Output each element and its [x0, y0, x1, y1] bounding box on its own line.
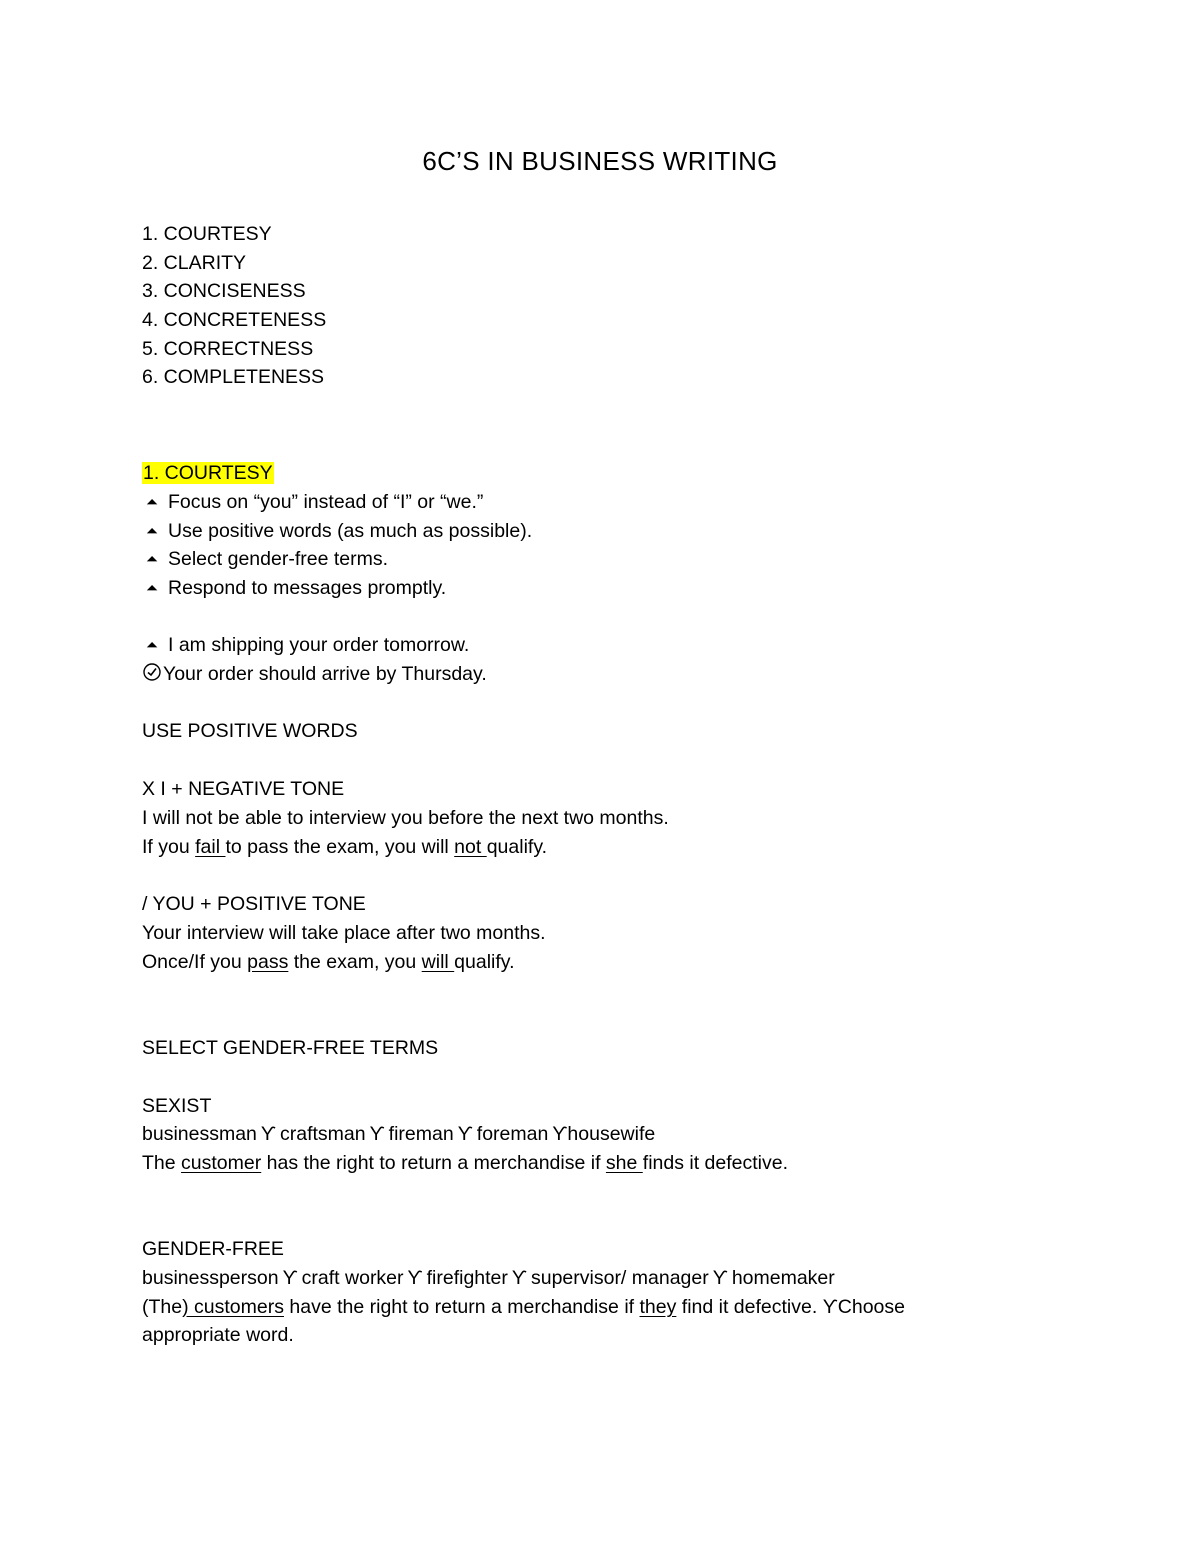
example-right-text: Your order should arrive by Thursday. — [163, 663, 487, 685]
triangle-bullet-icon: ⏶ — [145, 494, 158, 511]
term: craft worker — [301, 1267, 404, 1289]
underlined-word: not — [454, 836, 487, 858]
negative-line-1: I will not be able to interview you before the next two months. — [142, 807, 669, 829]
check-circle-icon — [142, 662, 162, 686]
gender-free-sentence-cont: appropriate word. — [142, 1324, 294, 1346]
toc-item-4: 4. CONCRETENESS — [142, 309, 327, 331]
courtesy-heading — [142, 461, 274, 485]
text-segment: to pass the exam, you will — [225, 836, 455, 858]
example-wrong-text: I am shipping your order tomorrow. — [168, 634, 470, 656]
toc-item-1: 1. COURTESY — [142, 223, 272, 245]
gender-free-sentence — [142, 1295, 905, 1319]
text-segment: If you — [142, 836, 196, 858]
term: firefighter — [426, 1267, 508, 1289]
bullet-text: Focus on “you” instead of “I” or “we.” — [168, 491, 484, 513]
underlined-word: they — [639, 1296, 677, 1318]
text-segment: The — [142, 1152, 182, 1174]
text-segment: find it defective. — [676, 1296, 823, 1318]
text-segment: Choose — [837, 1296, 905, 1318]
underlined-word: ) customers — [182, 1296, 284, 1318]
toc-item-2: 2. CLARITY — [142, 252, 247, 274]
sexist-heading: SEXIST — [142, 1095, 212, 1117]
bullet-text: Use positive words (as much as possible). — [168, 520, 533, 542]
negative-line-2 — [142, 835, 547, 859]
text-segment: the exam, you — [288, 951, 422, 973]
separator: Ƴ — [282, 1267, 298, 1289]
gender-free-heading: GENDER-FREE — [142, 1238, 284, 1260]
separator: Ƴ — [457, 1123, 473, 1145]
term: craftsman — [279, 1123, 366, 1145]
bullet-text: Select gender-free terms. — [168, 548, 389, 570]
text-segment: have the right to return a merchandise if — [283, 1296, 640, 1318]
term: fireman — [388, 1123, 454, 1145]
positive-tone-heading: / YOU + POSITIVE TONE — [142, 893, 366, 915]
text-segment: (The — [142, 1296, 183, 1318]
courtesy-bullet-3 — [142, 547, 388, 572]
toc-item-5: 5. CORRECTNESS — [142, 338, 314, 360]
bullet-text: Respond to messages promptly. — [168, 577, 447, 599]
positive-line-2 — [142, 950, 515, 974]
triangle-bullet-icon: ⏶ — [145, 580, 158, 597]
toc-item-3: 3. CONCISENESS — [142, 280, 306, 302]
positive-heading: USE POSITIVE WORDS — [142, 720, 358, 742]
gender-heading: SELECT GENDER-FREE TERMS — [142, 1037, 439, 1059]
term: foreman — [476, 1123, 549, 1145]
term: businessperson — [142, 1267, 279, 1289]
text-segment: Once/If you — [142, 951, 248, 973]
separator: Ƴ — [552, 1123, 568, 1145]
triangle-bullet-icon: ⏶ — [145, 637, 158, 654]
example-right — [142, 662, 487, 686]
underlined-word: pass — [247, 951, 289, 973]
underlined-word: will — [421, 951, 455, 973]
document-title: 6C’S IN BUSINESS WRITING — [422, 146, 778, 176]
triangle-bullet-icon: ⏶ — [145, 551, 158, 568]
separator: Ƴ — [511, 1267, 527, 1289]
courtesy-bullet-4 — [142, 576, 446, 601]
term: housewife — [567, 1123, 656, 1145]
sexist-terms — [142, 1122, 655, 1146]
underlined-word: she — [605, 1152, 643, 1174]
underlined-word: customer — [181, 1152, 262, 1174]
text-segment: qualify. — [486, 836, 548, 858]
positive-line-1: Your interview will take place after two months. — [142, 922, 546, 944]
gender-free-terms — [142, 1266, 835, 1290]
courtesy-bullet-2 — [142, 519, 532, 544]
courtesy-heading-text: 1. COURTESY — [143, 462, 273, 484]
courtesy-bullet-1 — [142, 490, 483, 515]
text-segment: qualify. — [454, 951, 515, 973]
sexist-sentence — [142, 1151, 788, 1175]
example-wrong — [142, 633, 469, 658]
separator: Ƴ — [369, 1123, 385, 1145]
separator: Ƴ — [712, 1267, 728, 1289]
term: supervisor/ manager — [530, 1267, 709, 1289]
negative-heading: X I + NEGATIVE TONE — [142, 778, 345, 800]
separator: Ƴ — [260, 1123, 276, 1145]
separator: Ƴ — [822, 1296, 838, 1318]
toc-item-6: 6. COMPLETENESS — [142, 366, 325, 388]
text-segment: finds it defective. — [642, 1152, 789, 1174]
triangle-bullet-icon: ⏶ — [145, 523, 158, 540]
term: homemaker — [731, 1267, 835, 1289]
underlined-word: fail — [195, 836, 226, 858]
separator: Ƴ — [407, 1267, 423, 1289]
text-segment: has the right to return a merchandise if — [261, 1152, 606, 1174]
term: businessman — [142, 1123, 257, 1145]
